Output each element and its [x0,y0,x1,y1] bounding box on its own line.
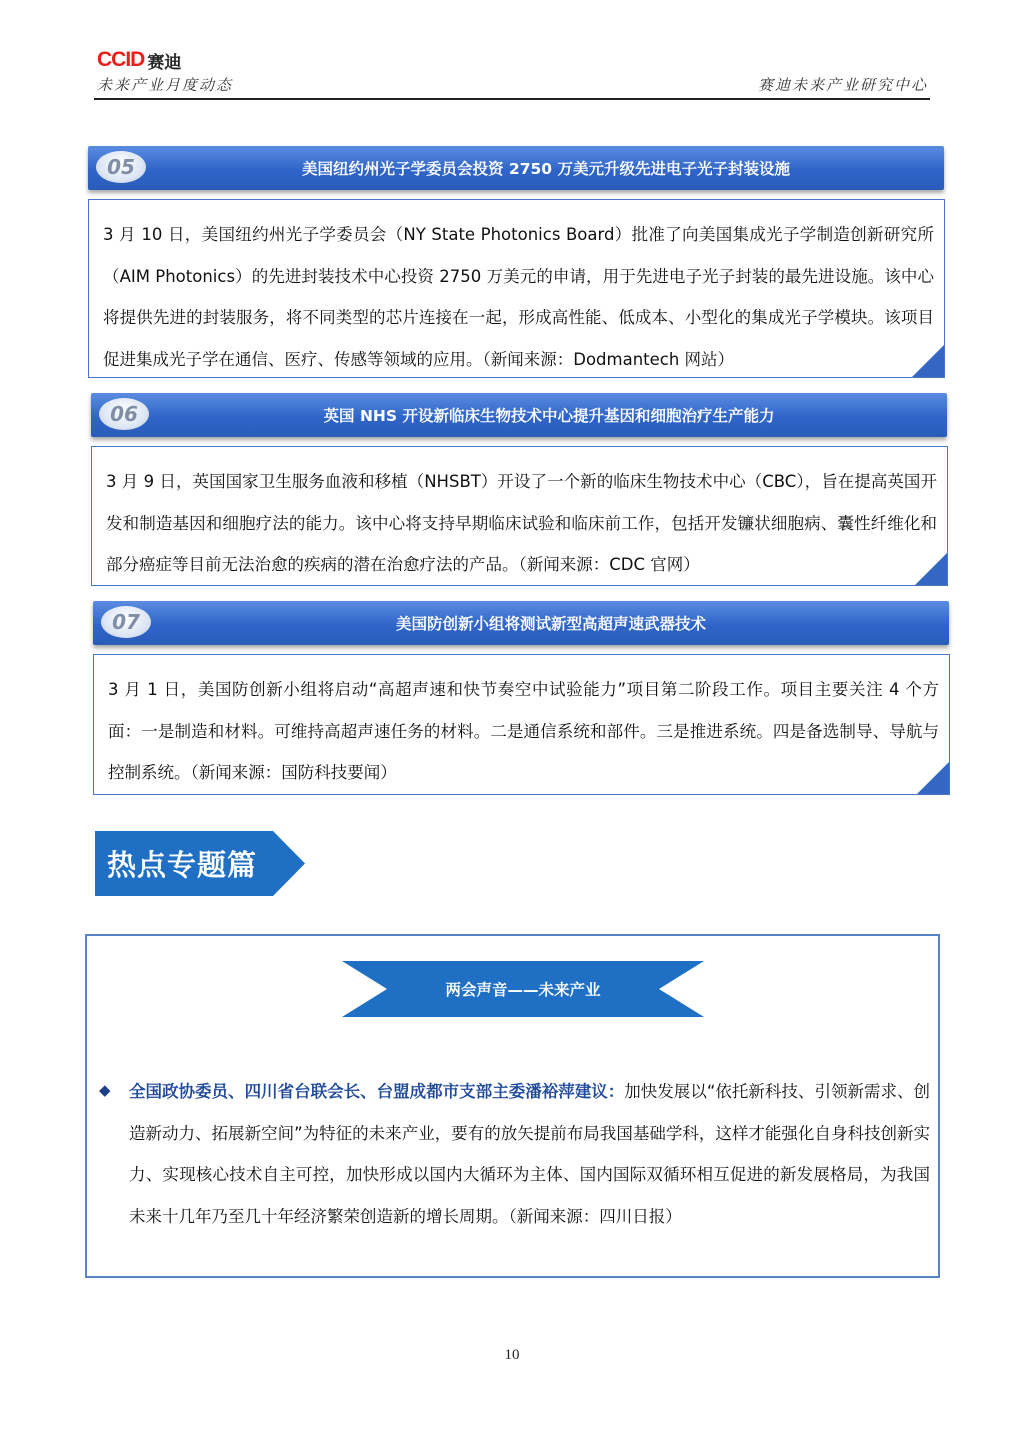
news-card-06 [91,446,948,586]
news-card-05 [88,199,945,378]
news-number-badge: 05 [96,151,146,183]
corner-decoration [917,762,949,794]
diamond-bullet-icon: ◆ [99,1081,111,1099]
corner-decoration [915,553,947,585]
section-title: 热点专题篇 [107,848,258,882]
bullet-body: 加快发展以“依托新科技、引领新需求、创造新动力、拓展新空间”为特征的未来产业，要有的放矢提前布局我国基础学科，这样才能强化自身科技创新实力、实现核心技术自主可控，加快形成以国内大循环为主体、国内国际双循环相互促进的新发展格局，为我国未来十几年乃至几十年经济繁荣创造新的增长周期。（新闻来源：四川日报） [129,1082,930,1226]
bullet-paragraph [129,1071,930,1237]
corner-decoration [912,345,944,377]
logo-brand-text: CCID [97,48,145,71]
news-number-badge: 06 [99,398,149,430]
news-title: 英国 NHS 开设新临床生物技术中心提升基因和细胞治疗生产能力 [323,407,775,425]
news-title-bar-07 [93,601,949,645]
news-title-bar-05 [88,146,944,190]
news-body: 3 月 9 日，英国国家卫生服务血液和移植（NHSBT）开设了一个新的临床生物技术中心（CBC），旨在提高英国开发和制造基因和细胞疗法的能力。该中心将支持早期临床试验和临床前工作，包括开发镰状细胞病、囊性纤维化和部分癌症等目前无法治愈的疾病的潜在治愈疗法的产品。（新闻来源：CDC 官网） [106,472,937,574]
news-title: 美国防创新小组将测试新型高超声速武器技术 [395,615,706,633]
logo-cn-text: 赛迪 [147,52,182,73]
bullet-lead: 全国政协委员、四川省台联会长、台盟成都市支部主委潘裕萍建议： [129,1082,625,1101]
news-title: 美国纽约州光子学委员会投资 2750 万美元升级先进电子光子封装设施 [302,160,790,178]
header-divider [94,98,930,100]
page-number: 10 [504,1347,520,1363]
topic-ribbon [342,961,704,1017]
brand-logo [97,48,181,72]
topic-box [85,934,940,1278]
header-organization: 赛迪未来产业研究中心 [757,76,928,94]
news-body: 3 月 1 日，美国防创新小组将启动“高超声速和快节奏空中试验能力”项目第二阶段工作。项目主要关注 4 个方面：一是制造和材料。可维持高超声速任务的材料。二是通信系统和部件。三是推进系统。四是备选制导、导航与控制系统。（新闻来源：国防科技要闻） [108,680,939,782]
news-number-badge: 07 [101,606,151,638]
section-banner [95,831,305,896]
news-body: 3 月 10 日，美国纽约州光子学委员会（NY State Photonics Board）批准了向美国集成光子学制造创新研究所（AIM Photonics）的先进封装技术中心投资 2750 万美元的申请，用于先进电子光子封装的最先进设施。该中心将提供先进的封装服务，将不同类型的芯片连接在一起，形成高性能、低成本、小型化的集成光子学模块。该项目促进集成光子学在通信、医疗、传感等领域的应用。（新闻来源：Dodmantech 网站） [103,225,934,369]
ribbon-title: 两会声音——未来产业 [445,981,601,999]
news-title-bar-06 [91,393,947,437]
news-card-07 [93,654,950,795]
header-publication-title: 未来产业月度动态 [97,76,234,94]
